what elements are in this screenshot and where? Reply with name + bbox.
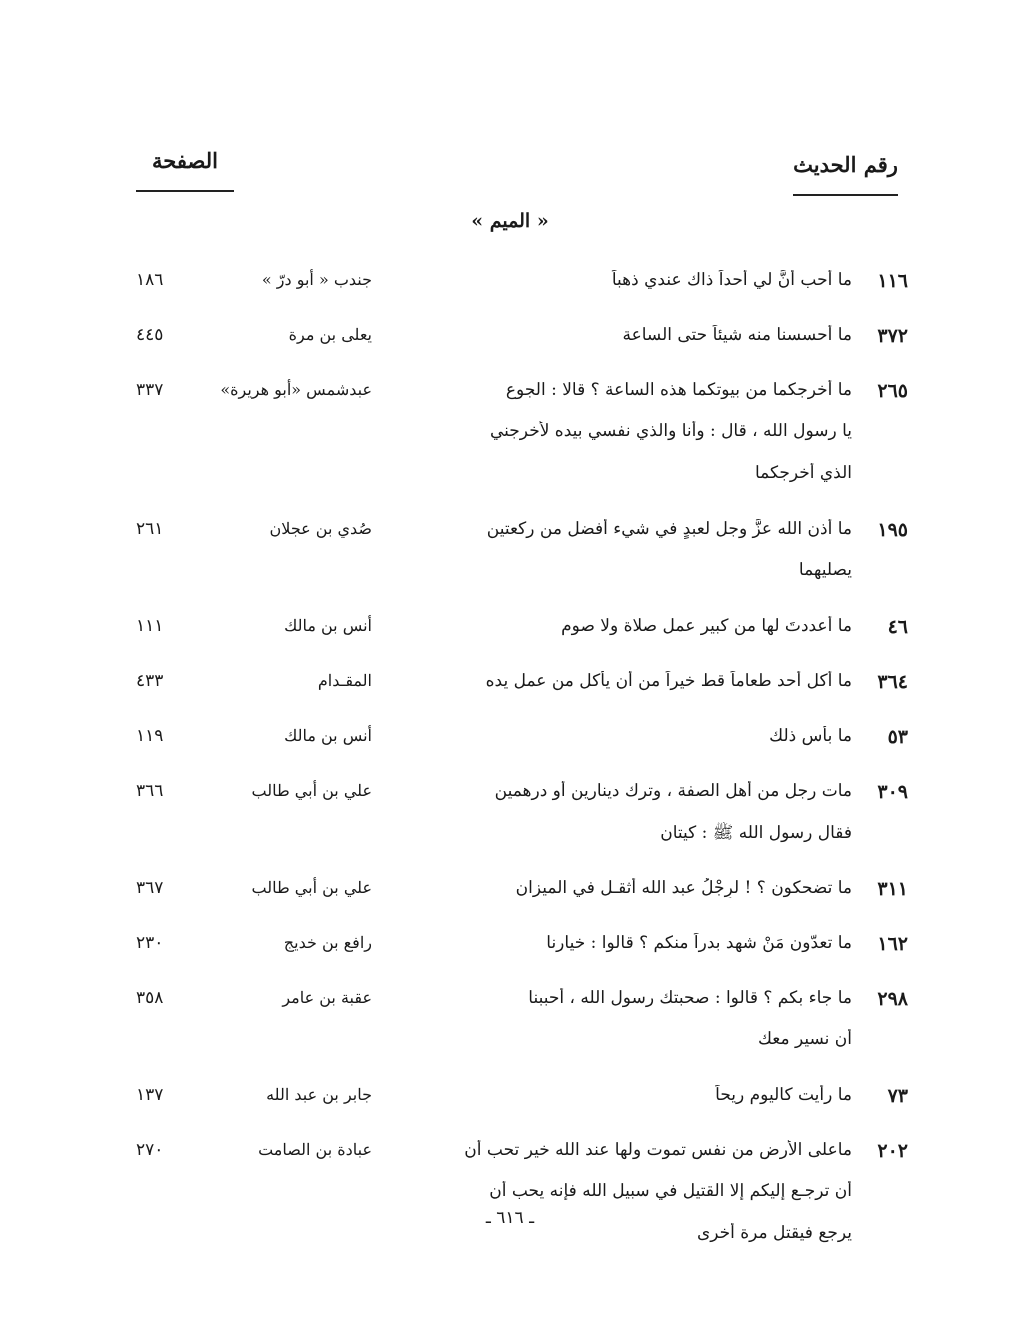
narrator-name: عقبة بن عامر [282, 988, 372, 1007]
entry-first-line [0, 663, 1020, 704]
hadith-text: أن نسير معك [757, 1029, 852, 1049]
narrator-name: علي بن أبي طالب [251, 781, 372, 800]
entry-first-line [0, 372, 1020, 413]
hadith-number: ٣٠٩ [877, 781, 908, 803]
narrator-name: المقـدام [317, 671, 372, 690]
entry-first-line [0, 980, 1020, 1021]
page-reference: ٣٦٧ [136, 878, 164, 898]
page-column-title: الصفحة [152, 148, 218, 173]
narrator-name: صُدي بن عجلان [269, 519, 372, 538]
index-entry [0, 317, 1020, 358]
index-entry [0, 262, 1020, 303]
entry-first-line [0, 317, 1020, 358]
hadith-text: ما أحسسنا منه شيئاً حتى الساعة [622, 325, 852, 345]
entry-continuation-line [0, 1021, 1020, 1063]
narrator-name: أنس بن مالك [284, 616, 372, 635]
hadith-number: ٧٣ [887, 1085, 908, 1107]
hadith-text: مات رجل من أهل الصفة ، وترك دينارين أو درهمين [494, 781, 852, 801]
entry-first-line [0, 925, 1020, 966]
page-reference: ١١٩ [136, 726, 164, 746]
hadith-text: ما أعددتَ لها من كبير عمل صلاة ولا صوم [561, 616, 852, 636]
hadith-index-list [0, 262, 1020, 1271]
hadith-number: ١٦٢ [877, 933, 908, 955]
page-reference: ١١١ [136, 616, 164, 636]
hadith-number: ٢٦٥ [877, 380, 908, 402]
page-reference: ٣٣٧ [136, 380, 164, 400]
hadith-text: فقال رسول الله ﷺ : كيتان [660, 823, 852, 843]
hadith-text: ما رأيت كاليوم ريحاً [715, 1085, 852, 1105]
entry-first-line [0, 773, 1020, 814]
hadith-number-column-title: رقم الحديث [793, 152, 898, 177]
page-reference: ١٨٦ [136, 270, 164, 290]
narrator-name: يعلى بن مرة [288, 325, 372, 344]
page-reference: ٢٧٠ [136, 1140, 164, 1160]
hadith-text: يا رسول الله ، قال : وأنا والذي نفسي بيده لأخرجني [490, 421, 852, 441]
index-entry [0, 980, 1020, 1063]
page-reference: ٤٤٥ [136, 325, 164, 345]
hadith-text: ما أخرجكما من بيوتكما هذه الساعة ؟ قالا : الجوع [505, 380, 852, 400]
page-number: ـ ٦١٦ ـ [485, 1208, 535, 1228]
hadith-number: ١١٦ [877, 270, 908, 292]
hadith-text: ماعلى الأرض من نفس تموت ولها عند الله خير تحب أن [464, 1140, 852, 1160]
index-entry [0, 925, 1020, 966]
page-column-underline [136, 190, 234, 192]
hadith-text: ما أحب أنَّ لي أُحداً ذاك عندي ذهباً [611, 270, 852, 290]
index-entry [0, 1132, 1020, 1257]
entry-first-line [0, 511, 1020, 552]
hadith-text: ما تضحكون ؟ ! لرِجْلُ عبد الله أثقـل في الميزان [515, 878, 852, 898]
hadith-number: ٣٧٢ [877, 325, 908, 347]
entry-continuation-line [0, 455, 1020, 497]
page-reference: ٢٦١ [136, 519, 164, 539]
narrator-name: عبادة بن الصامت [258, 1140, 372, 1159]
page-reference: ٤٣٣ [136, 671, 164, 691]
index-entry [0, 870, 1020, 911]
hadith-number: ٣١١ [877, 878, 908, 900]
narrator-name: علي بن أبي طالب [251, 878, 372, 897]
section-title: « الميم » [471, 210, 549, 232]
narrator-name: عبدشمس «أبو هريرة» [220, 380, 372, 399]
entry-first-line [0, 608, 1020, 649]
hadith-number: ٤٦ [887, 616, 908, 638]
hadith-text: أن ترجـع إليكم إلا القتيل في سبيل الله فإنه يحب أن [489, 1181, 852, 1201]
index-entry [0, 773, 1020, 856]
index-entry [0, 608, 1020, 649]
index-entry [0, 372, 1020, 497]
hadith-text: يرجع فيقتل مرة أخرى [696, 1223, 852, 1243]
hadith-number: ٥٣ [887, 726, 908, 748]
hadith-text: ما بأس ذلك [769, 726, 852, 746]
index-entry [0, 663, 1020, 704]
entry-continuation-line [0, 814, 1020, 856]
index-entry [0, 718, 1020, 759]
hadith-text: ما أذن الله عزَّ وجل لعبدٍ في شيء أفضل من ركعتين [486, 519, 852, 539]
entry-first-line [0, 718, 1020, 759]
page-reference: ٢٣٠ [136, 933, 164, 953]
entry-continuation-line [0, 552, 1020, 594]
page-reference: ٣٦٦ [136, 781, 164, 801]
entry-first-line [0, 1077, 1020, 1118]
hadith-number: ١٩٥ [877, 519, 908, 541]
hadith-number-underline [793, 194, 898, 196]
hadith-number: ٢٠٢ [877, 1140, 908, 1162]
hadith-text: الذي أخرجكما [754, 463, 852, 483]
hadith-text: ما أكل أحد طعاماً قط خيراً من أن يأكل من عمل يده [485, 671, 852, 691]
hadith-text: ما تعدّون مَنْ شهد بدراً منكم ؟ قالوا : خيارنا [546, 933, 852, 953]
narrator-name: جابر بن عبد الله [266, 1085, 372, 1104]
index-entry [0, 511, 1020, 594]
hadith-number: ٣٦٤ [877, 671, 908, 693]
hadith-number: ٢٩٨ [877, 988, 908, 1010]
page-reference: ٣٥٨ [136, 988, 164, 1008]
narrator-name: أنس بن مالك [284, 726, 372, 745]
entry-first-line [0, 262, 1020, 303]
entry-first-line [0, 870, 1020, 911]
page-reference: ١٣٧ [136, 1085, 164, 1105]
narrator-name: رافع بن خديج [283, 933, 372, 952]
index-entry [0, 1077, 1020, 1118]
entry-continuation-line [0, 413, 1020, 455]
hadith-text: ما جاء بكم ؟ قالوا : صحبتك رسول الله ، أحببنا [528, 988, 852, 1008]
entry-first-line [0, 1132, 1020, 1173]
narrator-name: جندب « أبو درّ » [261, 270, 372, 289]
hadith-text: يصليهما [798, 560, 852, 580]
